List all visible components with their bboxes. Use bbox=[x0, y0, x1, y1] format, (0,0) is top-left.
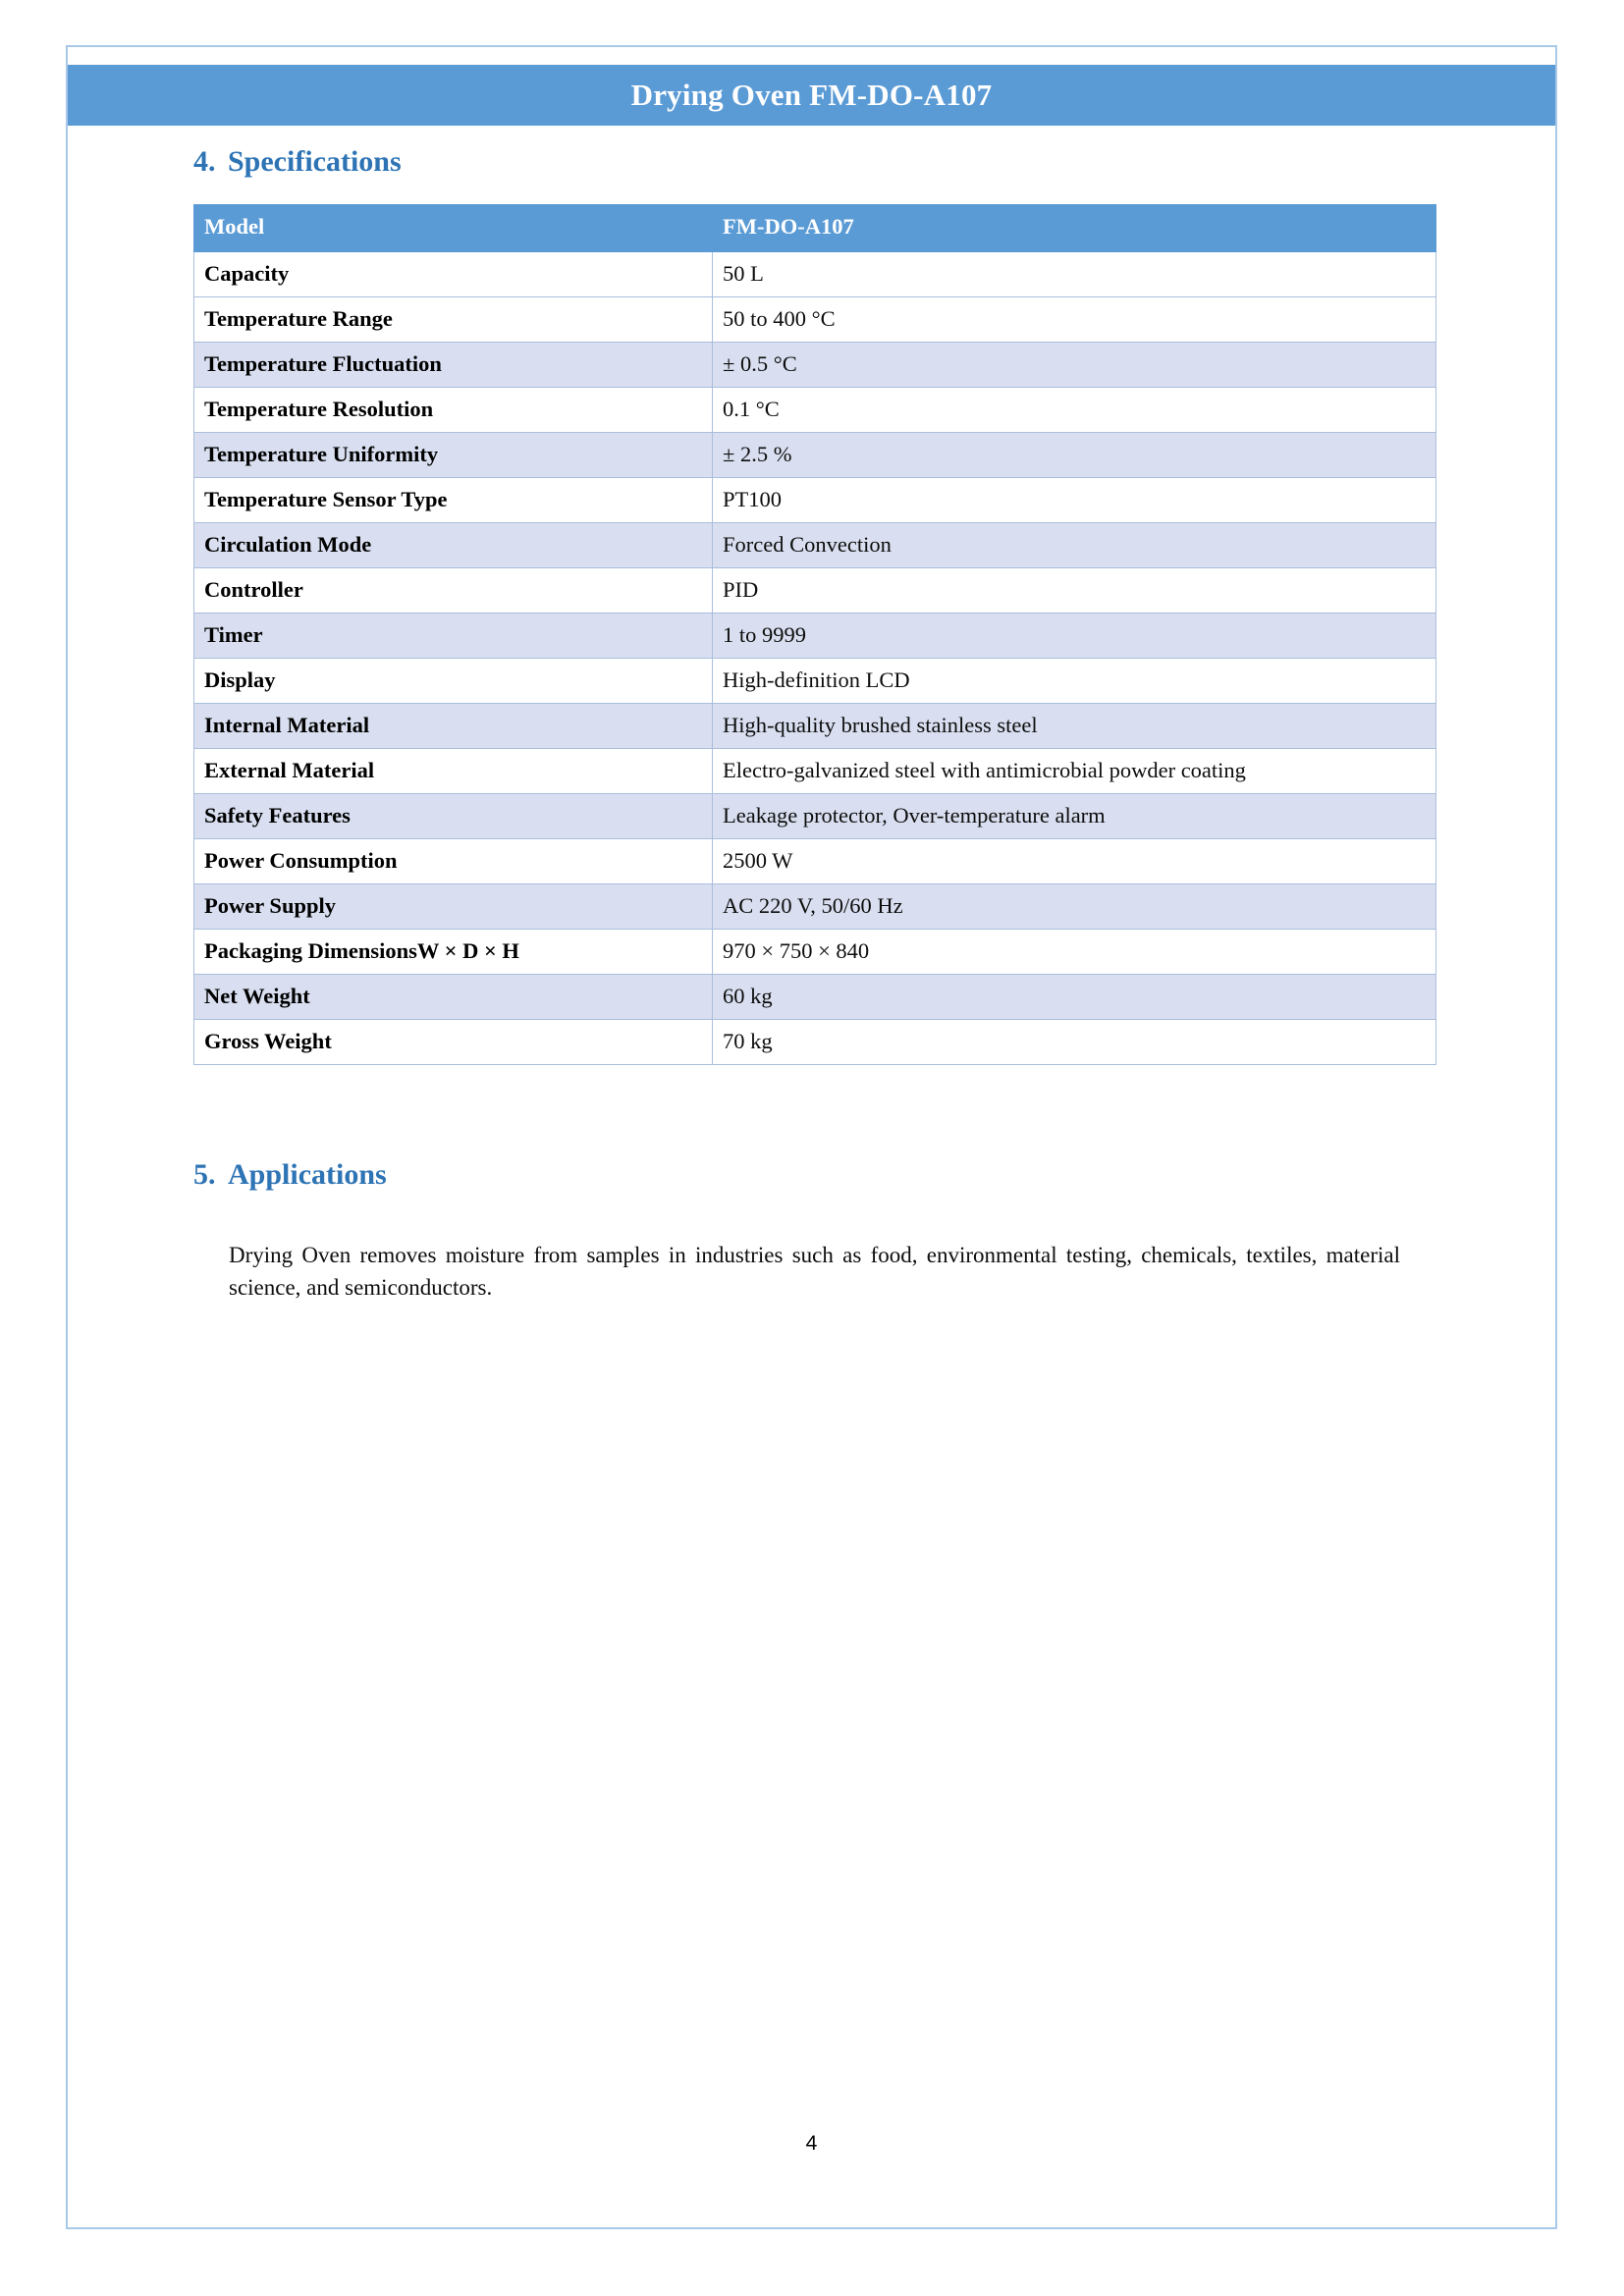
table-cell-value: 60 kg bbox=[713, 975, 1436, 1020]
table-row bbox=[194, 884, 1436, 930]
table-row bbox=[194, 614, 1436, 659]
table-row bbox=[194, 523, 1436, 568]
table-row bbox=[194, 297, 1436, 343]
table-cell-value: High-definition LCD bbox=[713, 659, 1436, 704]
table-cell-label: Safety Features bbox=[194, 794, 713, 839]
table-cell-label: Power Consumption bbox=[194, 839, 713, 884]
section-number-applications: 5. bbox=[193, 1158, 216, 1191]
table-row bbox=[194, 794, 1436, 839]
table-row bbox=[194, 749, 1436, 794]
page-content bbox=[193, 47, 1435, 1304]
table-cell-label: External Material bbox=[194, 749, 713, 794]
specifications-table-head bbox=[194, 205, 1436, 252]
section-number-specifications: 4. bbox=[193, 145, 216, 178]
document-title: Drying Oven FM-DO-A107 bbox=[630, 78, 993, 112]
table-cell-label: Internal Material bbox=[194, 704, 713, 749]
table-cell-value: Leakage protector, Over-temperature alarm bbox=[713, 794, 1436, 839]
table-cell-label: Display bbox=[194, 659, 713, 704]
table-row bbox=[194, 1020, 1436, 1065]
table-row bbox=[194, 478, 1436, 523]
section-heading-applications bbox=[193, 1158, 1435, 1192]
table-cell-value: High-quality brushed stainless steel bbox=[713, 704, 1436, 749]
table-row bbox=[194, 659, 1436, 704]
table-row bbox=[194, 568, 1436, 614]
table-row bbox=[194, 975, 1436, 1020]
section-title-applications: Applications bbox=[228, 1158, 387, 1191]
specifications-table bbox=[193, 204, 1436, 1065]
table-cell-label: Controller bbox=[194, 568, 713, 614]
table-cell-label: Gross Weight bbox=[194, 1020, 713, 1065]
table-cell-value: ± 2.5 % bbox=[713, 433, 1436, 478]
table-row bbox=[194, 704, 1436, 749]
table-cell-value: 0.1 °C bbox=[713, 388, 1436, 433]
table-cell-value: 50 L bbox=[713, 252, 1436, 297]
page-number: 4 bbox=[805, 2132, 818, 2155]
table-cell-value: Electro-galvanized steel with antimicrobial powder coating bbox=[713, 749, 1436, 794]
specifications-table-body bbox=[194, 252, 1436, 1065]
table-cell-value: ± 0.5 °C bbox=[713, 343, 1436, 388]
document-page bbox=[66, 45, 1557, 2229]
table-cell-value: 70 kg bbox=[713, 1020, 1436, 1065]
table-cell-value: 1 to 9999 bbox=[713, 614, 1436, 659]
table-cell-value: 2500 W bbox=[713, 839, 1436, 884]
table-header-row bbox=[194, 205, 1436, 252]
table-cell-value: 970 × 750 × 840 bbox=[713, 930, 1436, 975]
section-heading-specifications bbox=[193, 145, 1435, 179]
table-cell-label: Circulation Mode bbox=[194, 523, 713, 568]
table-cell-value: Forced Convection bbox=[713, 523, 1436, 568]
table-cell-value: PID bbox=[713, 568, 1436, 614]
table-cell-label: Temperature Sensor Type bbox=[194, 478, 713, 523]
table-row bbox=[194, 252, 1436, 297]
table-cell-label: Temperature Resolution bbox=[194, 388, 713, 433]
table-row bbox=[194, 433, 1436, 478]
table-cell-value: 50 to 400 °C bbox=[713, 297, 1436, 343]
applications-paragraph: Drying Oven removes moisture from samples in industries such as food, environmental testing, chemicals, textiles, material science, and semiconductors. bbox=[229, 1243, 1400, 1300]
table-header-value: FM-DO-A107 bbox=[713, 205, 1436, 252]
table-row bbox=[194, 388, 1436, 433]
table-cell-value: PT100 bbox=[713, 478, 1436, 523]
table-cell-value: AC 220 V, 50/60 Hz bbox=[713, 884, 1436, 930]
table-row bbox=[194, 343, 1436, 388]
table-cell-label: Temperature Uniformity bbox=[194, 433, 713, 478]
table-cell-label: Capacity bbox=[194, 252, 713, 297]
table-cell-label: Packaging DimensionsW × D × H bbox=[194, 930, 713, 975]
table-cell-label: Temperature Fluctuation bbox=[194, 343, 713, 388]
section-title-specifications: Specifications bbox=[228, 145, 402, 178]
table-header-label: Model bbox=[194, 205, 713, 252]
table-cell-label: Temperature Range bbox=[194, 297, 713, 343]
table-row bbox=[194, 930, 1436, 975]
table-row bbox=[194, 839, 1436, 884]
table-cell-label: Power Supply bbox=[194, 884, 713, 930]
table-cell-label: Net Weight bbox=[194, 975, 713, 1020]
table-cell-label: Timer bbox=[194, 614, 713, 659]
